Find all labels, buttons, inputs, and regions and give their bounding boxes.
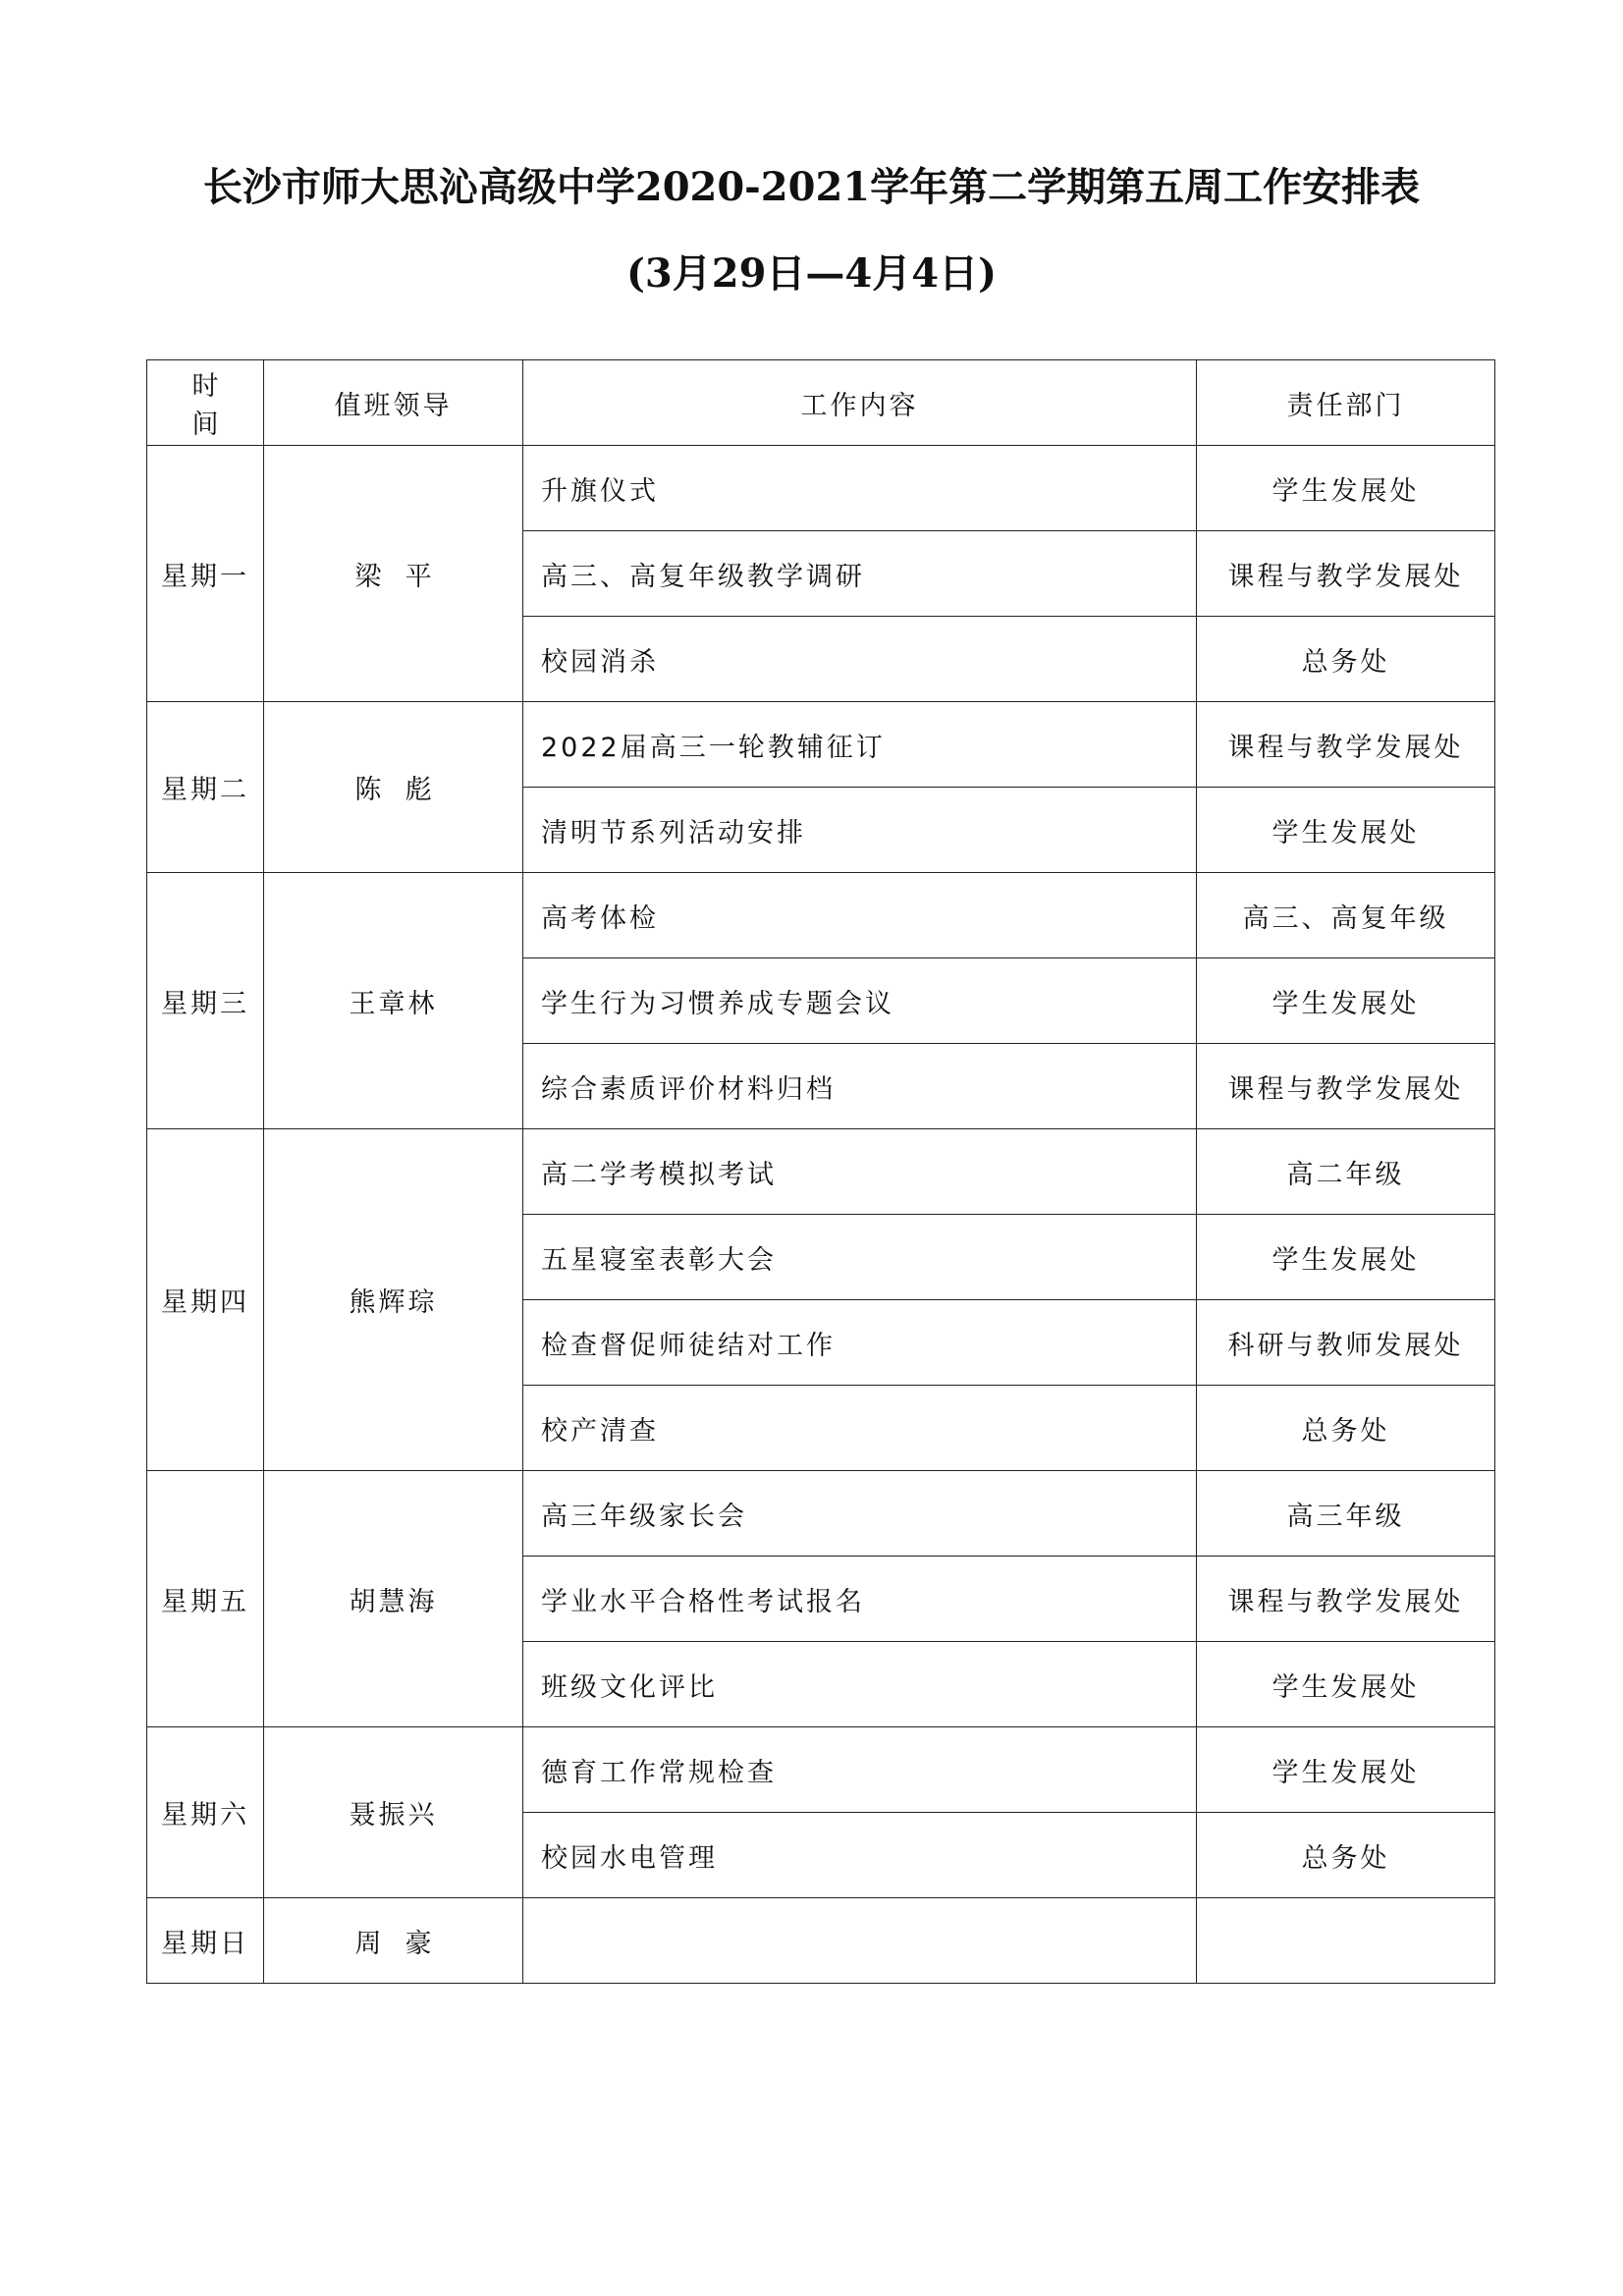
day-cell: 星期二 <box>147 702 264 873</box>
table-row <box>147 1129 1495 1215</box>
leader-cell: 周豪 <box>264 1898 523 1984</box>
department-cell: 学生发展处 <box>1197 1727 1495 1813</box>
work-content-cell: 高二学考模拟考试 <box>523 1129 1197 1215</box>
header-row <box>147 360 1495 446</box>
column-header-leader: 值班领导 <box>264 360 523 446</box>
table-row <box>147 1898 1495 1984</box>
table-row <box>147 702 1495 788</box>
department-cell: 学生发展处 <box>1197 788 1495 873</box>
work-content-cell: 清明节系列活动安排 <box>523 788 1197 873</box>
work-content-cell: 校产清查 <box>523 1386 1197 1471</box>
department-cell: 总务处 <box>1197 617 1495 702</box>
work-content-cell <box>523 1898 1197 1984</box>
department-cell: 学生发展处 <box>1197 446 1495 531</box>
work-content-cell: 学生行为习惯养成专题会议 <box>523 958 1197 1044</box>
department-cell: 高二年级 <box>1197 1129 1495 1215</box>
work-content-cell: 校园消杀 <box>523 617 1197 702</box>
leader-cell: 梁平 <box>264 446 523 702</box>
table-row <box>147 1727 1495 1813</box>
department-cell: 学生发展处 <box>1197 1642 1495 1727</box>
day-cell: 星期日 <box>147 1898 264 1984</box>
leader-cell: 陈彪 <box>264 702 523 873</box>
leader-cell: 熊辉琮 <box>264 1129 523 1471</box>
department-cell: 课程与教学发展处 <box>1197 702 1495 788</box>
department-cell: 高三年级 <box>1197 1471 1495 1557</box>
department-cell: 学生发展处 <box>1197 958 1495 1044</box>
table-row <box>147 873 1495 958</box>
leader-cell: 胡慧海 <box>264 1471 523 1727</box>
day-cell: 星期六 <box>147 1727 264 1898</box>
column-header-time: 时间 <box>147 360 264 446</box>
department-cell: 科研与教师发展处 <box>1197 1300 1495 1386</box>
schedule-table <box>146 359 1495 1984</box>
work-content-cell: 高三、高复年级教学调研 <box>523 531 1197 617</box>
work-content-cell: 校园水电管理 <box>523 1813 1197 1898</box>
table-row <box>147 1471 1495 1557</box>
work-content-cell: 高考体检 <box>523 873 1197 958</box>
department-cell <box>1197 1898 1495 1984</box>
page-title: 长沙市师大思沁高级中学2020-2021学年第二学期第五周工作安排表 <box>202 164 1421 210</box>
leader-cell: 王章林 <box>264 873 523 1129</box>
work-content-cell: 2022届高三一轮教辅征订 <box>523 702 1197 788</box>
work-content-cell: 高三年级家长会 <box>523 1471 1197 1557</box>
department-cell: 高三、高复年级 <box>1197 873 1495 958</box>
column-header-work: 工作内容 <box>523 360 1197 446</box>
work-content-cell: 学业水平合格性考试报名 <box>523 1557 1197 1642</box>
day-cell: 星期四 <box>147 1129 264 1471</box>
department-cell: 总务处 <box>1197 1813 1495 1898</box>
table-row <box>147 446 1495 531</box>
department-cell: 课程与教学发展处 <box>1197 1557 1495 1642</box>
work-content-cell: 班级文化评比 <box>523 1642 1197 1727</box>
day-cell: 星期三 <box>147 873 264 1129</box>
department-cell: 课程与教学发展处 <box>1197 1044 1495 1129</box>
day-cell: 星期一 <box>147 446 264 702</box>
department-cell: 总务处 <box>1197 1386 1495 1471</box>
department-cell: 学生发展处 <box>1197 1215 1495 1300</box>
page-subtitle: (3月29日—4月4日) <box>625 250 997 297</box>
leader-cell: 聂振兴 <box>264 1727 523 1898</box>
work-content-cell: 五星寝室表彰大会 <box>523 1215 1197 1300</box>
day-cell: 星期五 <box>147 1471 264 1727</box>
work-content-cell: 检查督促师徒结对工作 <box>523 1300 1197 1386</box>
department-cell: 课程与教学发展处 <box>1197 531 1495 617</box>
work-content-cell: 综合素质评价材料归档 <box>523 1044 1197 1129</box>
work-content-cell: 升旗仪式 <box>523 446 1197 531</box>
work-content-cell: 德育工作常规检查 <box>523 1727 1197 1813</box>
column-header-dept: 责任部门 <box>1197 360 1495 446</box>
